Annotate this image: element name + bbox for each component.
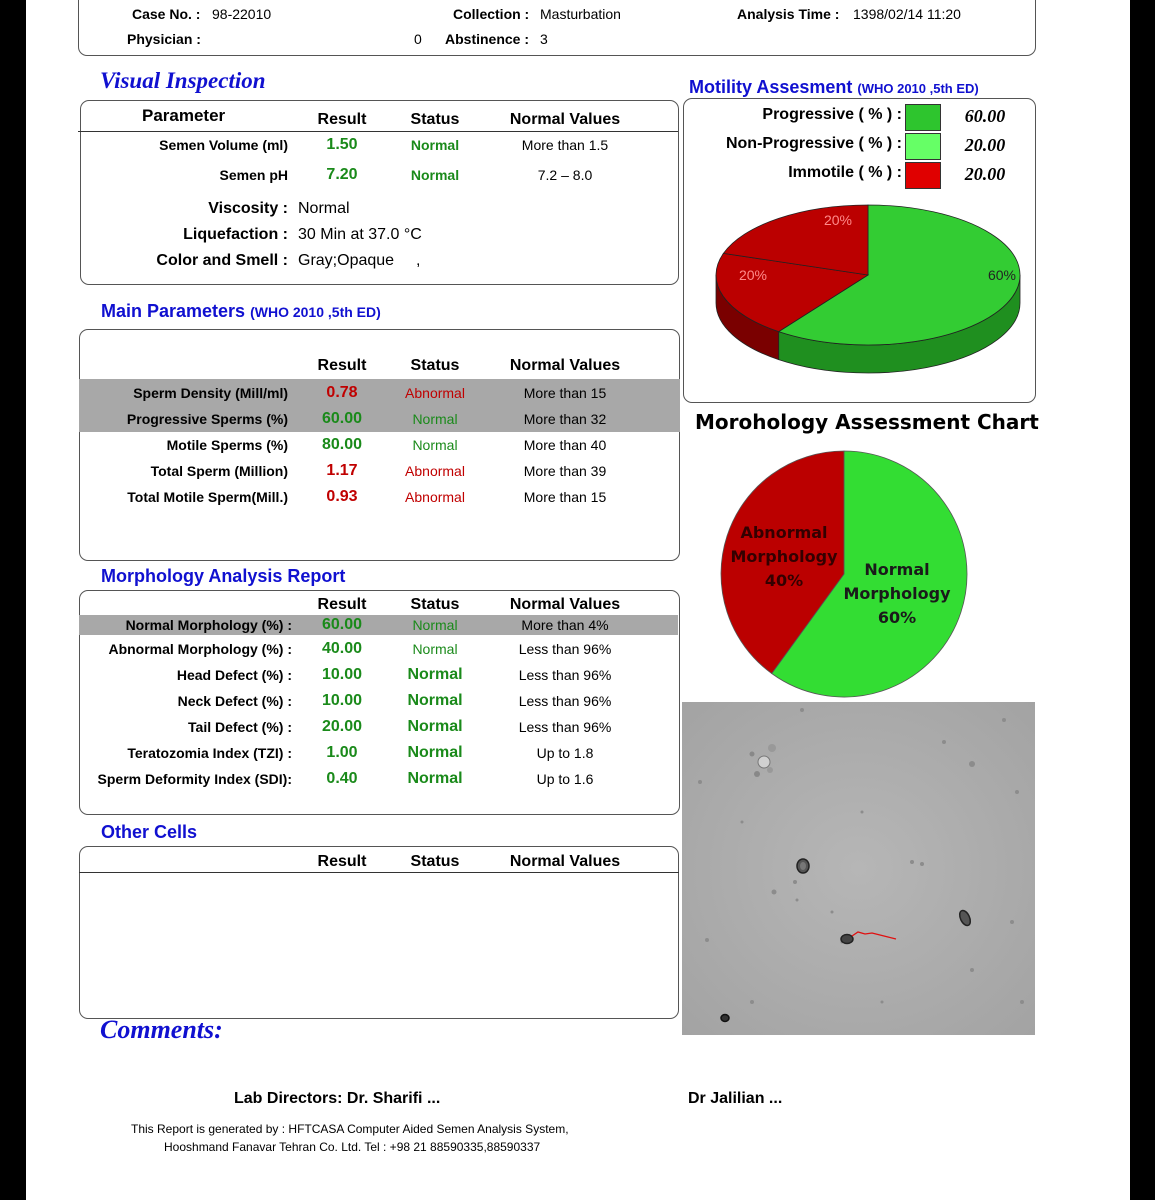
row-result: 0.40 — [326, 770, 358, 787]
microscope-image — [682, 702, 1035, 1035]
row-status: Normal — [412, 641, 458, 657]
row-result: 1.00 — [326, 744, 358, 761]
row-status: Normal — [407, 770, 463, 787]
pie-label-Non-Progressive: 20% — [823, 212, 853, 228]
row-result: 10.00 — [321, 692, 363, 709]
row-name: Sperm Density (Mill/ml) — [133, 385, 288, 401]
row-name: Sperm Deformity Index (SDI): — [97, 771, 292, 787]
abstinence-label: Abstinence : — [445, 31, 530, 47]
main-title-text: Main Parameters — [101, 301, 246, 321]
table-row — [86, 662, 646, 688]
row-result: 80.00 — [321, 436, 363, 453]
visual-col-status: Status — [410, 111, 460, 128]
lab-directors: Lab Directors: Dr. Sharifi ... — [234, 1090, 441, 1107]
main-subtitle: (WHO 2010 ,5th ED) — [250, 304, 381, 320]
visual-col-result: Result — [317, 111, 367, 128]
generated-by-line2: Hooshmand Fanavar Tehran Co. Ltd. Tel : +98 21 88590335,88590337 — [164, 1140, 541, 1154]
motility-pie-chart — [688, 190, 1033, 380]
row-name: Total Motile Sperm(Mill.) — [127, 489, 288, 505]
motility-title — [689, 77, 979, 98]
row-status: Abnormal — [405, 463, 465, 479]
pie-label: Morphology — [730, 547, 838, 566]
row-status: Normal — [407, 718, 463, 735]
row-name: Motile Sperms (%) — [166, 437, 288, 453]
table-row — [86, 714, 646, 740]
morph-col-status: Status — [410, 596, 460, 613]
main-parameters-title — [101, 301, 381, 322]
row-name: Progressive Sperms (%) — [126, 411, 288, 427]
row-status: Normal — [412, 437, 458, 453]
row-normal: Up to 1.8 — [536, 745, 594, 761]
row-normal: More than 15 — [523, 385, 607, 401]
row-result: 7.20 — [326, 166, 358, 183]
motility-legend-label: Non-Progressive ( % ) : — [725, 135, 902, 152]
row-name: Abnormal Morphology (%) : — [108, 641, 292, 657]
row-normal: More than 40 — [523, 437, 607, 453]
row-result: 0.78 — [326, 384, 358, 401]
row-status: Normal — [412, 617, 458, 633]
visual-col-normal: Normal Values — [509, 111, 621, 128]
case-label: Case No. : — [132, 6, 201, 22]
table-row — [86, 766, 646, 792]
row-normal: 7.2 – 8.0 — [537, 167, 593, 183]
table-row — [86, 162, 646, 188]
pie-label: 60% — [877, 608, 917, 627]
row-result: 40.00 — [321, 640, 363, 657]
row-normal: Less than 96% — [518, 693, 612, 709]
row-status: Normal — [410, 167, 460, 183]
row-name: Teratozomia Index (TZI) : — [127, 745, 292, 761]
color-smell-value: Gray;Opaque — [298, 252, 395, 269]
motility-legend-swatch — [905, 162, 941, 189]
motility-legend-label: Progressive ( % ) : — [762, 106, 902, 123]
other-col-result: Result — [317, 853, 367, 870]
row-name: Semen pH — [219, 167, 288, 183]
row-result: 0.93 — [326, 488, 358, 505]
row-normal: More than 15 — [523, 489, 607, 505]
motility-title-text: Motility Assesment — [689, 77, 853, 97]
row-normal: Less than 96% — [518, 641, 612, 657]
table-row — [86, 432, 646, 458]
row-name: Neck Defect (%) : — [177, 693, 292, 709]
physician-label: Physician : — [127, 31, 201, 47]
row-name: Tail Defect (%) : — [188, 719, 292, 735]
motility-legend-swatch — [905, 104, 941, 131]
visual-col-parameter: Parameter — [142, 106, 226, 125]
row-normal: More than 32 — [523, 411, 607, 427]
table-row — [86, 612, 646, 638]
color-smell-label: Color and Smell : — [156, 252, 288, 269]
second-director: Dr Jalilian ... — [688, 1090, 783, 1107]
table-row — [86, 132, 646, 158]
row-status: Abnormal — [405, 489, 465, 505]
pie-label: Abnormal — [740, 523, 828, 542]
generated-by-line1: This Report is generated by : HFTCASA Computer Aided Semen Analysis System, — [131, 1122, 569, 1136]
main-col-result: Result — [317, 357, 367, 374]
case-value: 98-22010 — [212, 6, 272, 22]
row-result: 20.00 — [321, 718, 363, 735]
row-status: Normal — [407, 692, 463, 709]
row-status: Normal — [407, 666, 463, 683]
row-name: Normal Morphology (%) : — [125, 617, 292, 633]
row-result: 60.00 — [321, 410, 363, 427]
analysis-label: Analysis Time : — [737, 6, 840, 22]
row-normal: Up to 1.6 — [536, 771, 594, 787]
motility-legend-value: 60.00 — [964, 106, 1006, 126]
row-normal: Less than 96% — [518, 719, 612, 735]
row-result: 60.00 — [321, 616, 363, 633]
collection-label: Collection : — [453, 6, 530, 22]
row-normal: More than 39 — [523, 463, 607, 479]
table-row — [86, 406, 646, 432]
morphology-title: Morphology Analysis Report — [101, 566, 346, 586]
liquefaction-value: 30 Min at 37.0 °C — [298, 226, 422, 243]
pie-label-Immotile: 20% — [738, 267, 768, 283]
motility-legend-swatch — [905, 133, 941, 160]
visual-inspection-title: Visual Inspection — [100, 68, 266, 93]
table-row — [86, 688, 646, 714]
table-row — [86, 740, 646, 766]
table-row — [86, 380, 646, 406]
liquefaction-label: Liquefaction : — [183, 226, 288, 243]
pie-label: Normal — [864, 560, 930, 579]
morphology-chart-title: Morohology Assessment Chart — [695, 410, 1039, 434]
motility-legend-label: Immotile ( % ) : — [788, 164, 902, 181]
table-row — [86, 636, 646, 662]
row-name: Total Sperm (Million) — [150, 463, 288, 479]
motility-legend-value: 20.00 — [964, 164, 1006, 184]
pie-label: 40% — [764, 571, 804, 590]
physician-value: 0 — [414, 31, 422, 47]
motility-subtitle: (WHO 2010 ,5th ED) — [857, 81, 979, 96]
pie-label-Progressive: 60% — [987, 267, 1016, 283]
abstinence-value: 3 — [540, 31, 548, 47]
color-smell-extra: , — [416, 252, 421, 269]
viscosity-label: Viscosity : — [208, 200, 288, 217]
row-result: 10.00 — [321, 666, 363, 683]
collection-value: Masturbation — [540, 6, 621, 22]
row-result: 1.50 — [326, 136, 358, 153]
analysis-value: 1398/02/14 11:20 — [853, 6, 961, 22]
row-status: Normal — [412, 411, 458, 427]
other-header-line — [79, 872, 679, 873]
other-cells-title: Other Cells — [101, 822, 198, 842]
morph-col-normal: Normal Values — [509, 596, 621, 613]
morphology-pie-chart — [716, 448, 976, 708]
report-page — [26, 0, 1130, 1200]
row-status: Normal — [410, 137, 460, 153]
motility-legend-value: 20.00 — [964, 135, 1006, 155]
viscosity-value: Normal — [298, 200, 350, 217]
table-row — [86, 484, 646, 510]
row-result: 1.17 — [326, 462, 358, 479]
row-name: Head Defect (%) : — [176, 667, 292, 683]
pie-label: Morphology — [843, 584, 951, 603]
row-name: Semen Volume (ml) — [159, 137, 288, 153]
main-col-normal: Normal Values — [509, 357, 621, 374]
row-status: Normal — [407, 744, 463, 761]
other-col-normal: Normal Values — [509, 853, 621, 870]
row-normal: Less than 96% — [518, 667, 612, 683]
row-status: Abnormal — [405, 385, 465, 401]
other-col-status: Status — [410, 853, 460, 870]
comments-title: Comments: — [100, 1015, 223, 1044]
main-col-status: Status — [410, 357, 460, 374]
table-row — [86, 458, 646, 484]
morph-col-result: Result — [317, 596, 367, 613]
row-normal: More than 4% — [521, 617, 609, 633]
row-normal: More than 1.5 — [521, 137, 609, 153]
